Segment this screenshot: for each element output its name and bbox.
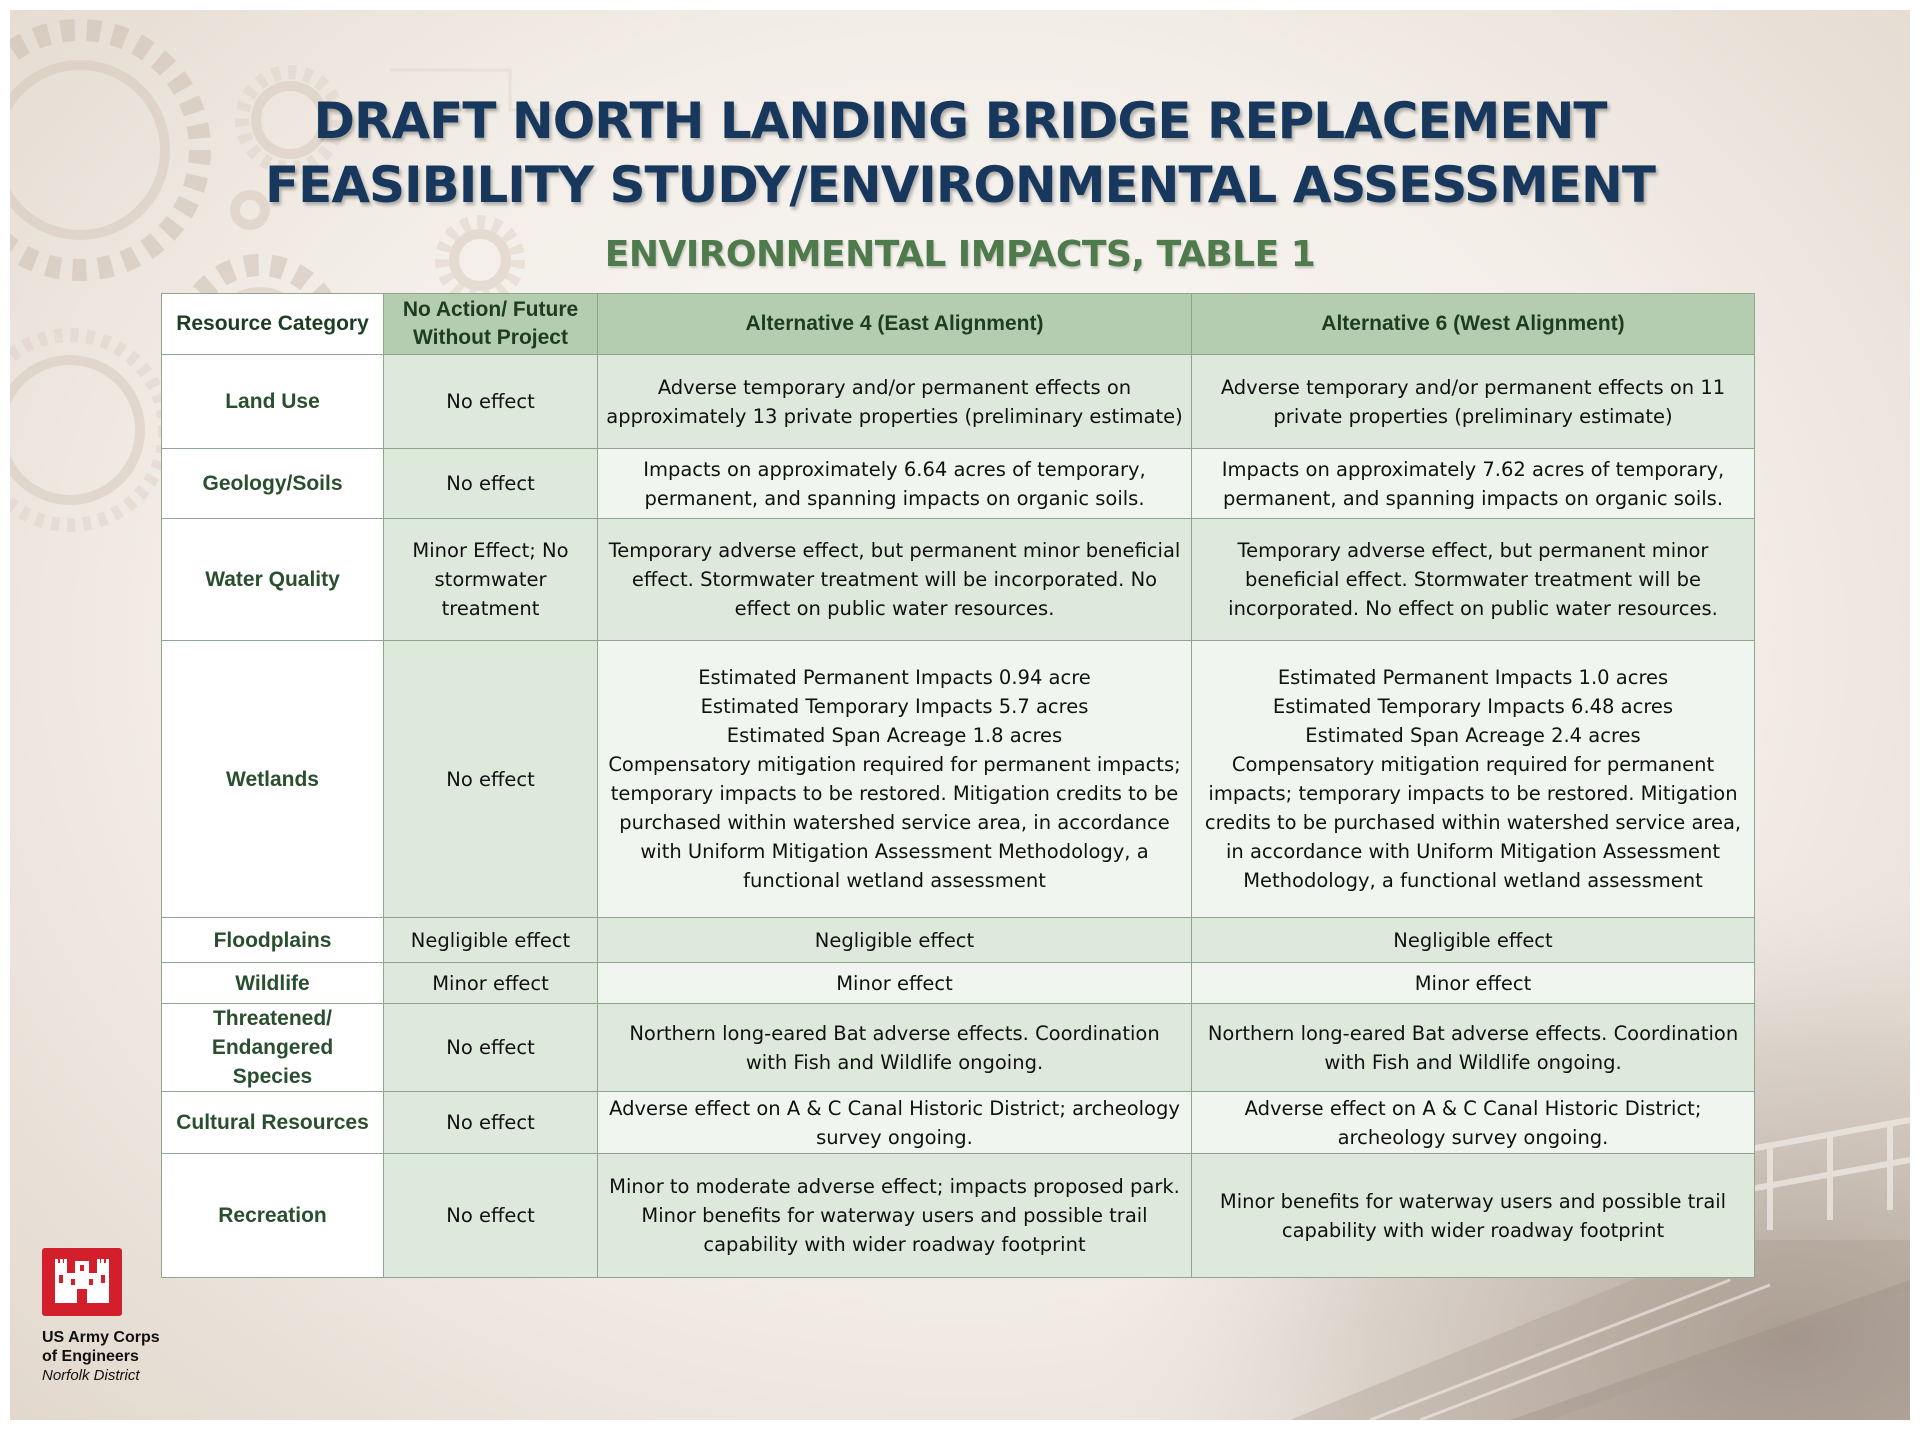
logo-text-line-1: US Army Corps (42, 1329, 160, 1346)
table-row (162, 519, 1755, 641)
page-subtitle: ENVIRONMENTAL IMPACTS, TABLE 1 (604, 234, 1316, 275)
table-row (162, 918, 1755, 963)
row-alternative-6: Impacts on approximately 7.62 acres of temporary, permanent, and spanning impacts on organic soils. (1192, 449, 1755, 519)
row-no-action: Minor effect (384, 963, 598, 1004)
row-alternative-4: Impacts on approximately 6.64 acres of temporary, permanent, and spanning impacts on organic soils. (598, 449, 1192, 519)
header-no-action: No Action/ Future Without Project (384, 294, 598, 355)
row-alternative-4: Negligible effect (598, 918, 1192, 963)
row-alternative-4: Minor to moderate adverse effect; impacts proposed park. Minor benefits for waterway users and possible trail capability with wider roadway footprint (598, 1154, 1192, 1278)
row-category: Threatened/ Endangered Species (162, 1004, 384, 1092)
page-title-line-2: FEASIBILITY STUDY/ENVIRONMENTAL ASSESSMENT (265, 156, 1655, 214)
table-row (162, 1154, 1755, 1278)
row-category: Water Quality (162, 519, 384, 641)
row-alternative-4: Estimated Permanent Impacts 0.94 acre Estimated Temporary Impacts 5.7 acres Estimated Span Acreage 1.8 acres Compensatory mitigation required for permanent impacts; temporary impacts to be restored. Mitigation credits to be purchased within watershed service area, in accordance with Uniform Mitigation Assessment Methodology, a functional wetland assessment (598, 641, 1192, 918)
row-alternative-4: Temporary adverse effect, but permanent minor beneficial effect. Stormwater treatment will be incorporated. No effect on public water resources. (598, 519, 1192, 641)
row-alternative-6: Negligible effect (1192, 918, 1755, 963)
row-no-action: No effect (384, 1154, 598, 1278)
row-no-action: No effect (384, 641, 598, 918)
table-row (162, 1092, 1755, 1154)
row-alternative-6: Northern long-eared Bat adverse effects. Coordination with Fish and Wildlife ongoing. (1192, 1004, 1755, 1092)
header-alternative-4: Alternative 4 (East Alignment) (598, 294, 1192, 355)
header-alternative-6: Alternative 6 (West Alignment) (1192, 294, 1755, 355)
row-category: Wildlife (162, 963, 384, 1004)
table-row (162, 355, 1755, 449)
row-alternative-4: Northern long-eared Bat adverse effects. Coordination with Fish and Wildlife ongoing. (598, 1004, 1192, 1092)
row-alternative-4: Minor effect (598, 963, 1192, 1004)
row-category: Cultural Resources (162, 1092, 384, 1154)
usace-logo (42, 1248, 242, 1385)
row-alternative-6: Minor benefits for waterway users and possible trail capability with wider roadway footprint (1192, 1154, 1755, 1278)
table-row (162, 449, 1755, 519)
row-category: Wetlands (162, 641, 384, 918)
row-no-action: No effect (384, 1004, 598, 1092)
row-alternative-6: Temporary adverse effect, but permanent minor beneficial effect. Stormwater treatment will be incorporated. No effect on public water resources. (1192, 519, 1755, 641)
row-alternative-6: Adverse effect on A & C Canal Historic District; archeology survey ongoing. (1192, 1092, 1755, 1154)
row-no-action: Negligible effect (384, 918, 598, 963)
row-no-action: No effect (384, 1092, 598, 1154)
environmental-impacts-table (161, 293, 1755, 1278)
row-alternative-6: Estimated Permanent Impacts 1.0 acres Estimated Temporary Impacts 6.48 acres Estimated Span Acreage 2.4 acres Compensatory mitigation required for permanent impacts; temporary impacts to be restored. Mitigation credits to be purchased within watershed service area, in accordance with Uniform Mitigation Assessment Methodology, a functional wetland assessment (1192, 641, 1755, 918)
row-alternative-4: Adverse effect on A & C Canal Historic District; archeology survey ongoing. (598, 1092, 1192, 1154)
logo-badge (42, 1248, 122, 1316)
row-no-action: Minor Effect; No stormwater treatment (384, 519, 598, 641)
row-alternative-4: Adverse temporary and/or permanent effects on approximately 13 private properties (preliminary estimate) (598, 355, 1192, 449)
logo-district: Norfolk District (42, 1367, 140, 1384)
row-category: Floodplains (162, 918, 384, 963)
row-alternative-6: Minor effect (1192, 963, 1755, 1004)
row-no-action: No effect (384, 355, 598, 449)
table-row (162, 963, 1755, 1004)
castle-icon (53, 1259, 111, 1305)
row-category: Geology/Soils (162, 449, 384, 519)
row-no-action: No effect (384, 449, 598, 519)
table-row (162, 641, 1755, 918)
header-resource-category: Resource Category (162, 294, 384, 355)
table-row (162, 1004, 1755, 1092)
table-header-row (162, 294, 1755, 355)
page-title-line-1: DRAFT NORTH LANDING BRIDGE REPLACEMENT (313, 92, 1607, 150)
row-category: Recreation (162, 1154, 384, 1278)
logo-text-line-2: of Engineers (42, 1348, 139, 1365)
row-alternative-6: Adverse temporary and/or permanent effects on 11 private properties (preliminary estimate) (1192, 355, 1755, 449)
row-category: Land Use (162, 355, 384, 449)
